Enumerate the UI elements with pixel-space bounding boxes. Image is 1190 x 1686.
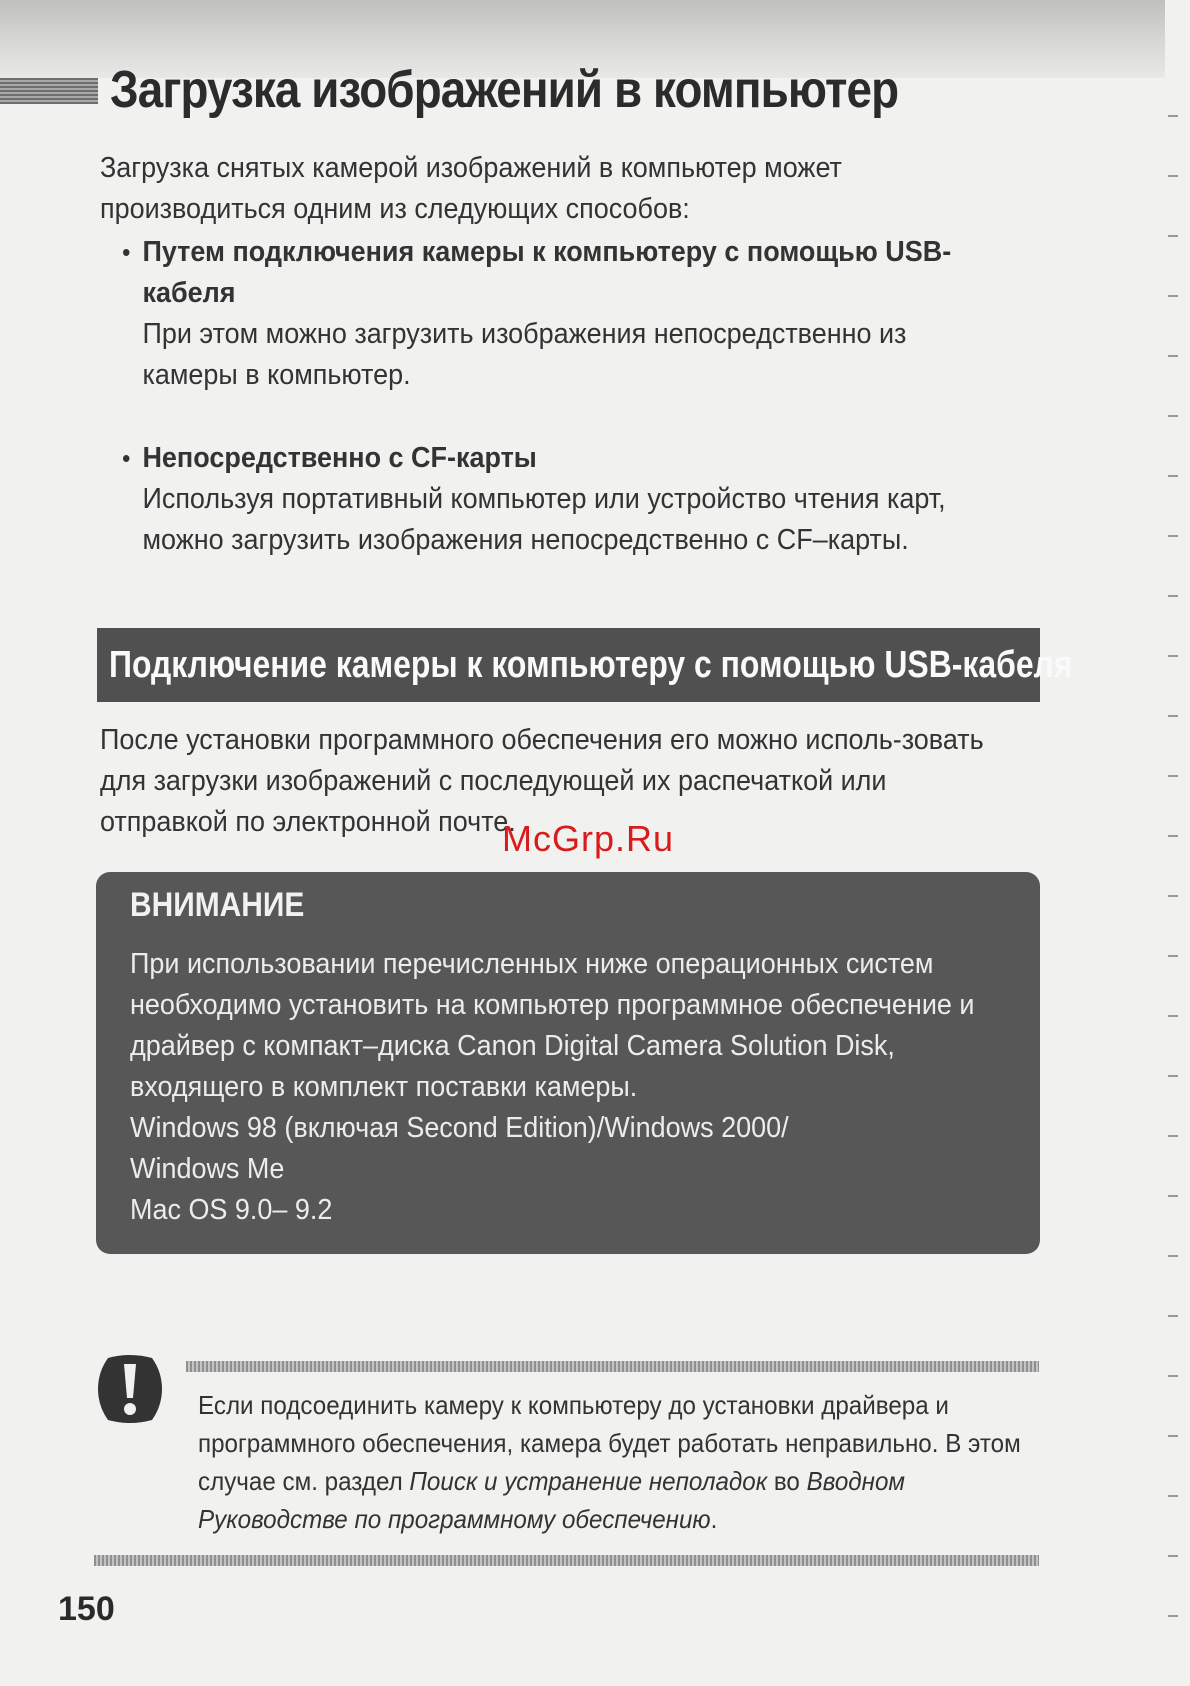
- note-top-rule: [186, 1361, 1039, 1372]
- caution-body: При использовании перечисленных ниже операционных систем необходимо установить на компьютер программное обеспечение и драйвер с компакт–диска Canon Digital Camera Solution Disk, входящего в комплект поставки камеры.: [130, 948, 975, 1103]
- section-paragraph: После установки программного обеспечения его можно исполь-зовать для загрузки изображений с последующей их распечаткой или отправкой по электронной почте.: [100, 724, 984, 838]
- edge-mark: [1168, 835, 1178, 837]
- page-edge-marks: [1160, 0, 1190, 1686]
- section-header-bar: [97, 628, 1073, 702]
- caution-text: [130, 944, 995, 1231]
- caution-os-line: Mac OS 9.0– 9.2: [130, 1194, 333, 1226]
- note-reference: Поиск и устранение неполадок: [409, 1466, 768, 1496]
- edge-mark: [1168, 1555, 1178, 1557]
- edge-mark: [1168, 475, 1178, 477]
- edge-mark: [1168, 115, 1178, 117]
- caution-title: ВНИМАНИЕ: [130, 886, 305, 924]
- edge-mark: [1168, 895, 1178, 897]
- edge-mark: [1168, 595, 1178, 597]
- caution-os-line: Windows Me: [130, 1153, 285, 1185]
- edge-mark: [1168, 1495, 1178, 1497]
- method-text: Используя портативный компьютер или устройство чтения карт, можно загрузить изображения непосредственно с CF–карты.: [142, 483, 946, 556]
- edge-mark: [1168, 1315, 1178, 1317]
- edge-mark: [1168, 175, 1178, 177]
- bullet-icon: •: [122, 443, 131, 473]
- method-cf-card: [122, 438, 959, 561]
- intro-paragraph: Загрузка снятых камерой изображений в компьютер может производиться одним из следующих способов:: [100, 152, 842, 225]
- caution-box: [96, 872, 1040, 1254]
- edge-mark: [1168, 1255, 1178, 1257]
- watermark: McGrp.Ru: [502, 818, 675, 859]
- edge-mark: [1168, 1015, 1178, 1017]
- edge-mark: [1168, 1375, 1178, 1377]
- edge-mark: [1168, 295, 1178, 297]
- section-title: Подключение камеры к компьютеру с помощью USB-кабеля: [109, 644, 1073, 686]
- edge-mark: [1168, 715, 1178, 717]
- page-title: Загрузка изображений в компьютер: [110, 61, 899, 119]
- title-rule: [0, 78, 98, 104]
- caution-exclamation-icon: [96, 1354, 164, 1424]
- note-text: [198, 1386, 1035, 1538]
- edge-mark: [1168, 535, 1178, 537]
- edge-mark: [1168, 1195, 1178, 1197]
- bullet-icon: •: [122, 237, 131, 267]
- note-text-part: во: [767, 1466, 807, 1496]
- page-number: 150: [58, 1590, 115, 1628]
- note-text-part: Если подсоединить камеру к компьютеру до установки драйвера и программного обеспечения, камера будет работать неправильно. В этом случае см. раздел: [198, 1390, 1021, 1496]
- edge-mark: [1168, 655, 1178, 657]
- method-title: Путем подключения камеры к компьютеру с помощью USB-кабеля: [142, 236, 952, 309]
- method-text: При этом можно загрузить изображения непосредственно из камеры в компьютер.: [142, 318, 907, 391]
- note-bottom-rule: [94, 1555, 1039, 1566]
- caution-os-line: Windows 98 (включая Second Edition)/Windows 2000/: [130, 1112, 789, 1144]
- note-reference: Вводном Руководстве по программному обеспечению: [198, 1466, 905, 1534]
- edge-mark: [1168, 355, 1178, 357]
- edge-mark: [1168, 955, 1178, 957]
- edge-mark: [1168, 775, 1178, 777]
- method-usb: [122, 232, 959, 396]
- note-text-part: .: [710, 1504, 718, 1534]
- edge-mark: [1168, 1075, 1178, 1077]
- edge-mark: [1168, 1435, 1178, 1437]
- edge-mark: [1168, 415, 1178, 417]
- edge-mark: [1168, 1135, 1178, 1137]
- edge-mark: [1168, 235, 1178, 237]
- edge-mark: [1168, 1615, 1178, 1617]
- method-title: Непосредственно с CF-карты: [142, 442, 537, 474]
